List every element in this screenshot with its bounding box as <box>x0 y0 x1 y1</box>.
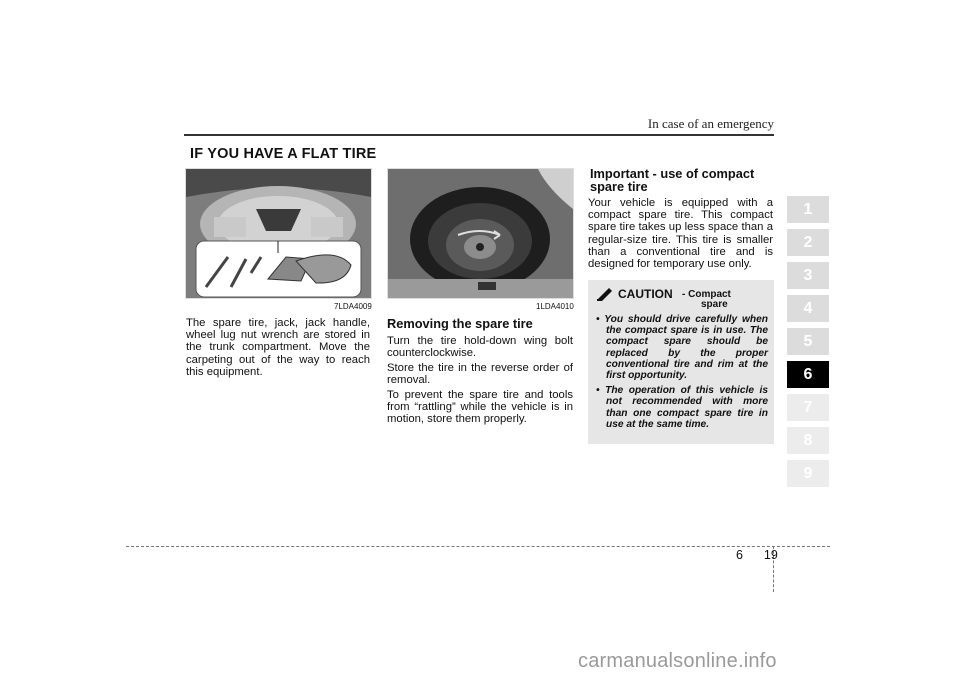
page-number <box>736 548 778 562</box>
image-code-2: 1LDA4010 <box>536 302 574 311</box>
spare-tire-photo <box>387 168 574 299</box>
caution-subtitle-1: - Compact <box>682 289 731 300</box>
caution-title: CAUTION <box>618 287 673 301</box>
caution-box <box>588 280 774 444</box>
page-index: 19 <box>763 548 778 562</box>
caution-pencil-icon <box>596 287 614 301</box>
caution-item-2: • The operation of this vehicle is not recommended with more than one compact spare tire in use at the same time. <box>596 385 768 430</box>
chapter-tab-7[interactable]: 7 <box>787 394 829 421</box>
chapter-tab-9[interactable]: 9 <box>787 460 829 487</box>
col3-body: Your vehicle is equipped with a compact spare tire. This compact spare tire takes up less space than a regular-size tire. This tire is smaller than a conventional tire and is designed for temporary use only. <box>588 197 773 271</box>
col1-body: The spare tire, jack, jack handle, wheel lug nut wrench are stored in the trunk compartment. Move the carpeting out of the way to reach this equipment. <box>186 317 370 378</box>
caution-list <box>596 314 768 434</box>
spare-tools-photo <box>185 168 372 299</box>
image-code-1: 7LDA4009 <box>334 302 372 311</box>
compact-spare-heading: Important - use of compact spare tire <box>590 166 755 194</box>
col2-para-3: To prevent the spare tire and tools from “rattling” while the vehicle is in motion, store them properly. <box>387 389 573 426</box>
removing-heading: Removing the spare tire <box>387 316 533 331</box>
chapter-tab-1[interactable]: 1 <box>787 196 829 223</box>
page-chapter: 6 <box>736 548 743 562</box>
running-header: In case of an emergency <box>647 116 774 131</box>
header-divider <box>184 134 774 136</box>
chapter-tab-2[interactable]: 2 <box>787 229 829 256</box>
caution-item-1: • You should drive carefully when the compact spare is in use. The compact spare should be replaced by the proper conventional tire and rim at the first opportunity. <box>596 314 768 382</box>
col2-para-2: Store the tire in the reverse order of removal. <box>387 362 573 387</box>
chapter-tab-5[interactable]: 5 <box>787 328 829 355</box>
caution-subtitle-2: spare <box>701 299 728 310</box>
section-title: IF YOU HAVE A FLAT TIRE <box>190 146 377 162</box>
footer-divider <box>126 546 830 547</box>
chapter-tab-4[interactable]: 4 <box>787 295 829 322</box>
chapter-tab-8[interactable]: 8 <box>787 427 829 454</box>
col2-para-1: Turn the tire hold-down wing bolt counterclockwise. <box>387 335 573 360</box>
chapter-tab-6[interactable]: 6 <box>787 361 829 388</box>
chapter-tab-3[interactable]: 3 <box>787 262 829 289</box>
watermark: carmanualsonline.info <box>578 650 777 672</box>
